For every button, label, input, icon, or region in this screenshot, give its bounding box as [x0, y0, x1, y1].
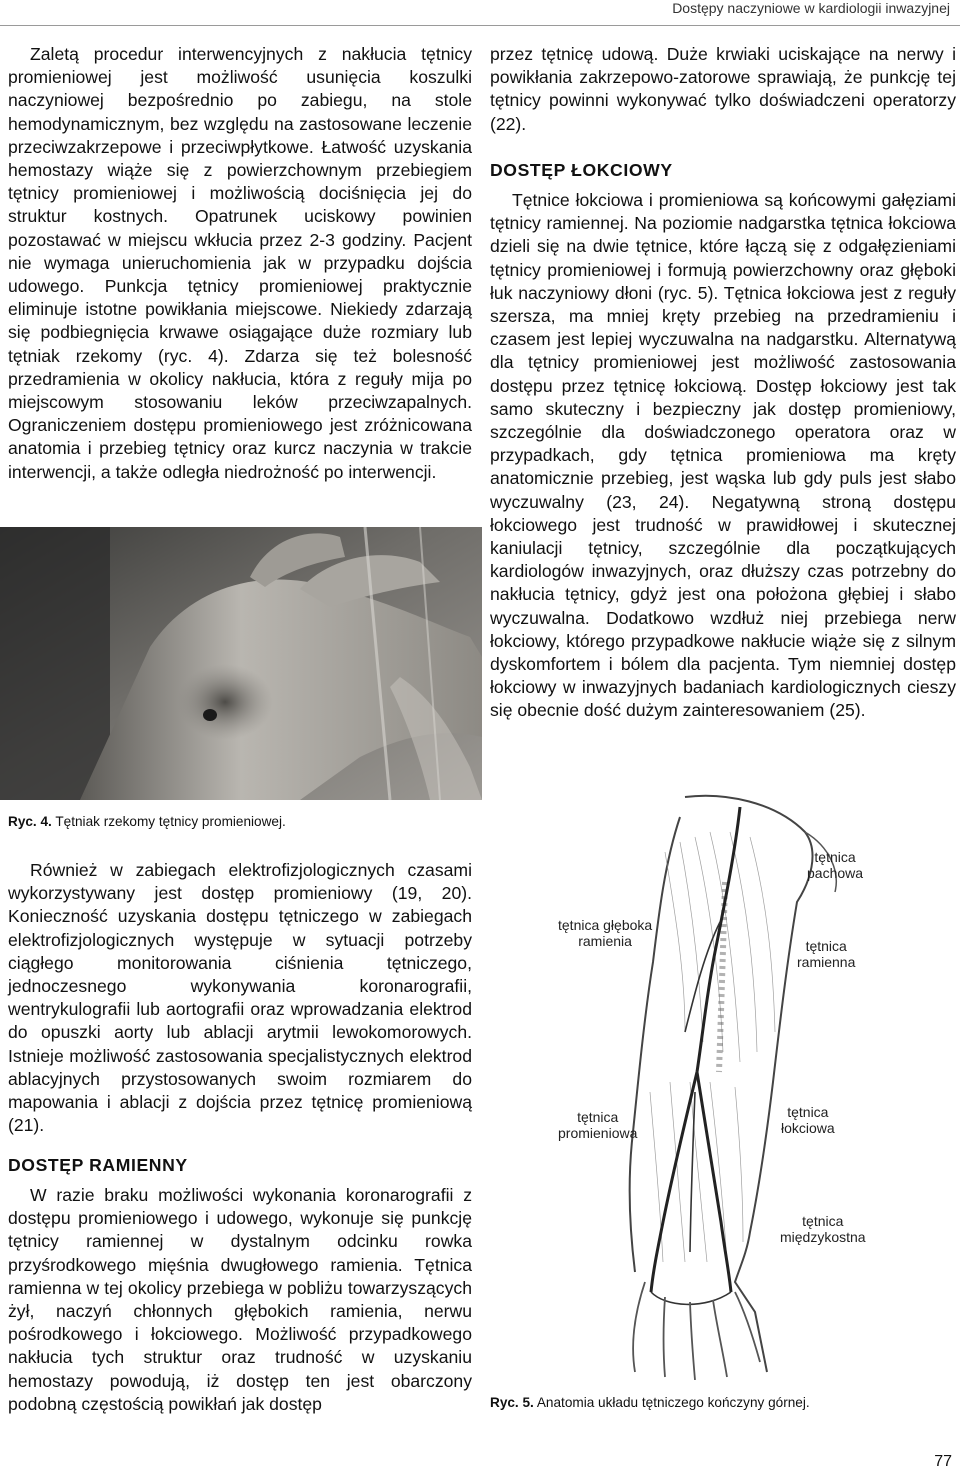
- label-tetnica-ramienna: tętnica ramienna: [797, 938, 856, 970]
- right-paragraph-2: Tętnice łokciowa i promieniowa są końcowymi gałęziami tętnicy ramiennej. Na poziomie nadgarstka tętnica łokciowa dzieli się na dwie tętnice, które łączą się z odgałęzieniami tętnicy promieniowej i formują powierzchowny oraz głęboki łuk naczyniowy dłoni (ryc. 5). Tętnica łokciowa jest z reguły szersza, ma mniej kręty przebieg na przedramieniu i czasem jest lepiej wyczuwalna na nadgarstku. Alternatywą dla tętnicy promieniowej jest możliwość zastosowania dostępu przez tętnicę łokciową. Dostęp łokciowy jest tak samo skuteczny i bezpieczny jak dostęp promieniowy, szczególnie dla doświadczonego operatora oraz w przypadkach, gdy tętnica promieniowa ma kręty anatomicznie przebieg, jest wąska lub gdy puls jest słabo wyczuwalny (23, 24). Negatywną stroną dostępu łokciowego jest trudność w prawidłowej i skutecznej kaniulacji tętnicy, szczególnie dla początkujących kardiologów inwazyjnych, oraz dłuższy czas potrzebny do nakłucia tętnicy, gdyż jest ona położona głębiej i słabo wyczuwalna. Dodatkowo wzdłuż niej przebiega nerw łokciowy, którego przypadkowe nakłucie wiąże się z silnym dyskomfortem i bólem dla pacjenta. Tym niemniej dostęp łokciowy w inwazyjnych badaniach kardiologicznych cieszy się obecnie dość dużym zainteresowaniem (25).: [490, 190, 956, 721]
- wrist-pseudoaneurysm-photo-icon: [0, 527, 482, 800]
- label-tetnica-gleboka-ramienia: tętnica głęboka ramienia: [558, 917, 653, 949]
- label-tetnica-promieniowa: tętnica promieniowa: [558, 1109, 638, 1141]
- right-paragraph-1: przez tętnicę udową. Duże krwiaki uciskające na nerwy i powikłania zakrzepowo-zatorowe sprawiają, że punkcję tej tętnicy powinni wykonywać tylko doświadczeni operatorzy (22).: [490, 44, 956, 134]
- figure-4-text: Tętniak rzekomy tętnicy promieniowej.: [51, 814, 286, 829]
- section-heading-ramienny: DOSTĘP RAMIENNY: [8, 1155, 188, 1175]
- figure-4-photo: [0, 527, 482, 800]
- left-paragraph-1: Zaletą procedur interwencyjnych z nakłucia tętnicy promieniowej jest możliwość usunięcia koszulki naczyniowej bezpośrednio po zabiegu, na stole hemodynamicznym, bez względu na zastosowane leczenie przeciwzakrzepowe i przeciwpłytkowe. Łatwość uzyskania hemostazy wiąże się z powierzchownym przebiegiem tętnicy promieniowej i możliwością dociśnięcia jej do struktur kostnych. Opatrunek uciskowy powinien pozostawać w miejscu wkłucia przez 2-3 godziny. Pacjent nie wymaga unieruchomienia jak w przypadku dojścia udowego. Punkcja tętnicy promieniowej praktycznie eliminuje istotne powikłania miejscowe. Niekiedy zdarzają się podbiegnięcia krwawe osiągające duże rozmiary lub tętniak rzekomy (ryc. 4). Zdarza się też bolesność przedramienia w okolicy nakłucia, która z reguły mija po miejscowym stosowaniu leków przeciwzapalnych. Ograniczeniem dostępu promieniowego jest zróżnicowana anatomia i przebieg tętnicy oraz kurcz naczynia w trakcie interwencji, a także odległa niedrożność po interwencji.: [8, 44, 472, 482]
- figure-5-caption: [490, 1395, 810, 1410]
- label-tetnica-lokciowa: tętnica łokciowa: [781, 1104, 835, 1136]
- section-heading-lokciowy: DOSTĘP ŁOKCIOWY: [490, 160, 673, 180]
- label-tetnica-miedzykostna: tętnica międzykostna: [780, 1213, 866, 1245]
- figure-5-arm-anatomy: [535, 792, 880, 1380]
- left-paragraph-3: W razie braku możliwości wykonania koronarografii z dostępu promieniowego i udowego, wykonuje się punkcję tętnicy ramiennej w dystalnym odcinku rowka przyśrodkowego mięśnia dwugłowego ramienia. Tętnica ramienna w tej okolicy przebiega w pobliżu towarzyszących żył, naczyń chłonnych głębokich ramienia, nerwu pośrodkowego i łokciowego. Możliwość przypadkowego nakłucia tych struktur oraz trudność w uzyskaniu hemostazy powodują, iż dostęp ten jest obarczony podobną częstością powikłań jak dostęp: [8, 1185, 472, 1414]
- label-tetnica-pachowa: tętnica pachowa: [807, 849, 864, 881]
- figure-4-caption: [8, 814, 286, 829]
- figure-4-label: Ryc. 4.: [8, 814, 52, 829]
- figure-5-text: Anatomia układu tętniczego kończyny górnej.: [533, 1395, 810, 1410]
- header-rule: [0, 25, 960, 26]
- running-head: Dostępy naczyniowe w kardiologii inwazyjnej: [672, 0, 950, 16]
- page-number: 77: [934, 1453, 952, 1470]
- left-paragraph-2: Również w zabiegach elektrofizjologicznych czasami wykorzystywany jest dostęp promieniowy (19, 20). Konieczność uzyskania dostępu tętniczego w zabiegach elektrofizjologicznych występuje w sytuacji potrzeby ciągłego monitorowania ciśnienia tętniczego, jednoczesnego wykonywania koronarografii, wentrykulografii lub aortografii oraz wprowadzania elektrod do opuszki aorty lub ablacji arytmii lewokomorowych. Istnieje możliwość zastosowania specjalistycznych elektrod ablacyjnych przystosowanych swoim rozmiarem do mapowania i ablacji z dojścia przez tętnicę promieniową (21).: [8, 860, 472, 1136]
- figure-5-label: Ryc. 5.: [490, 1395, 534, 1410]
